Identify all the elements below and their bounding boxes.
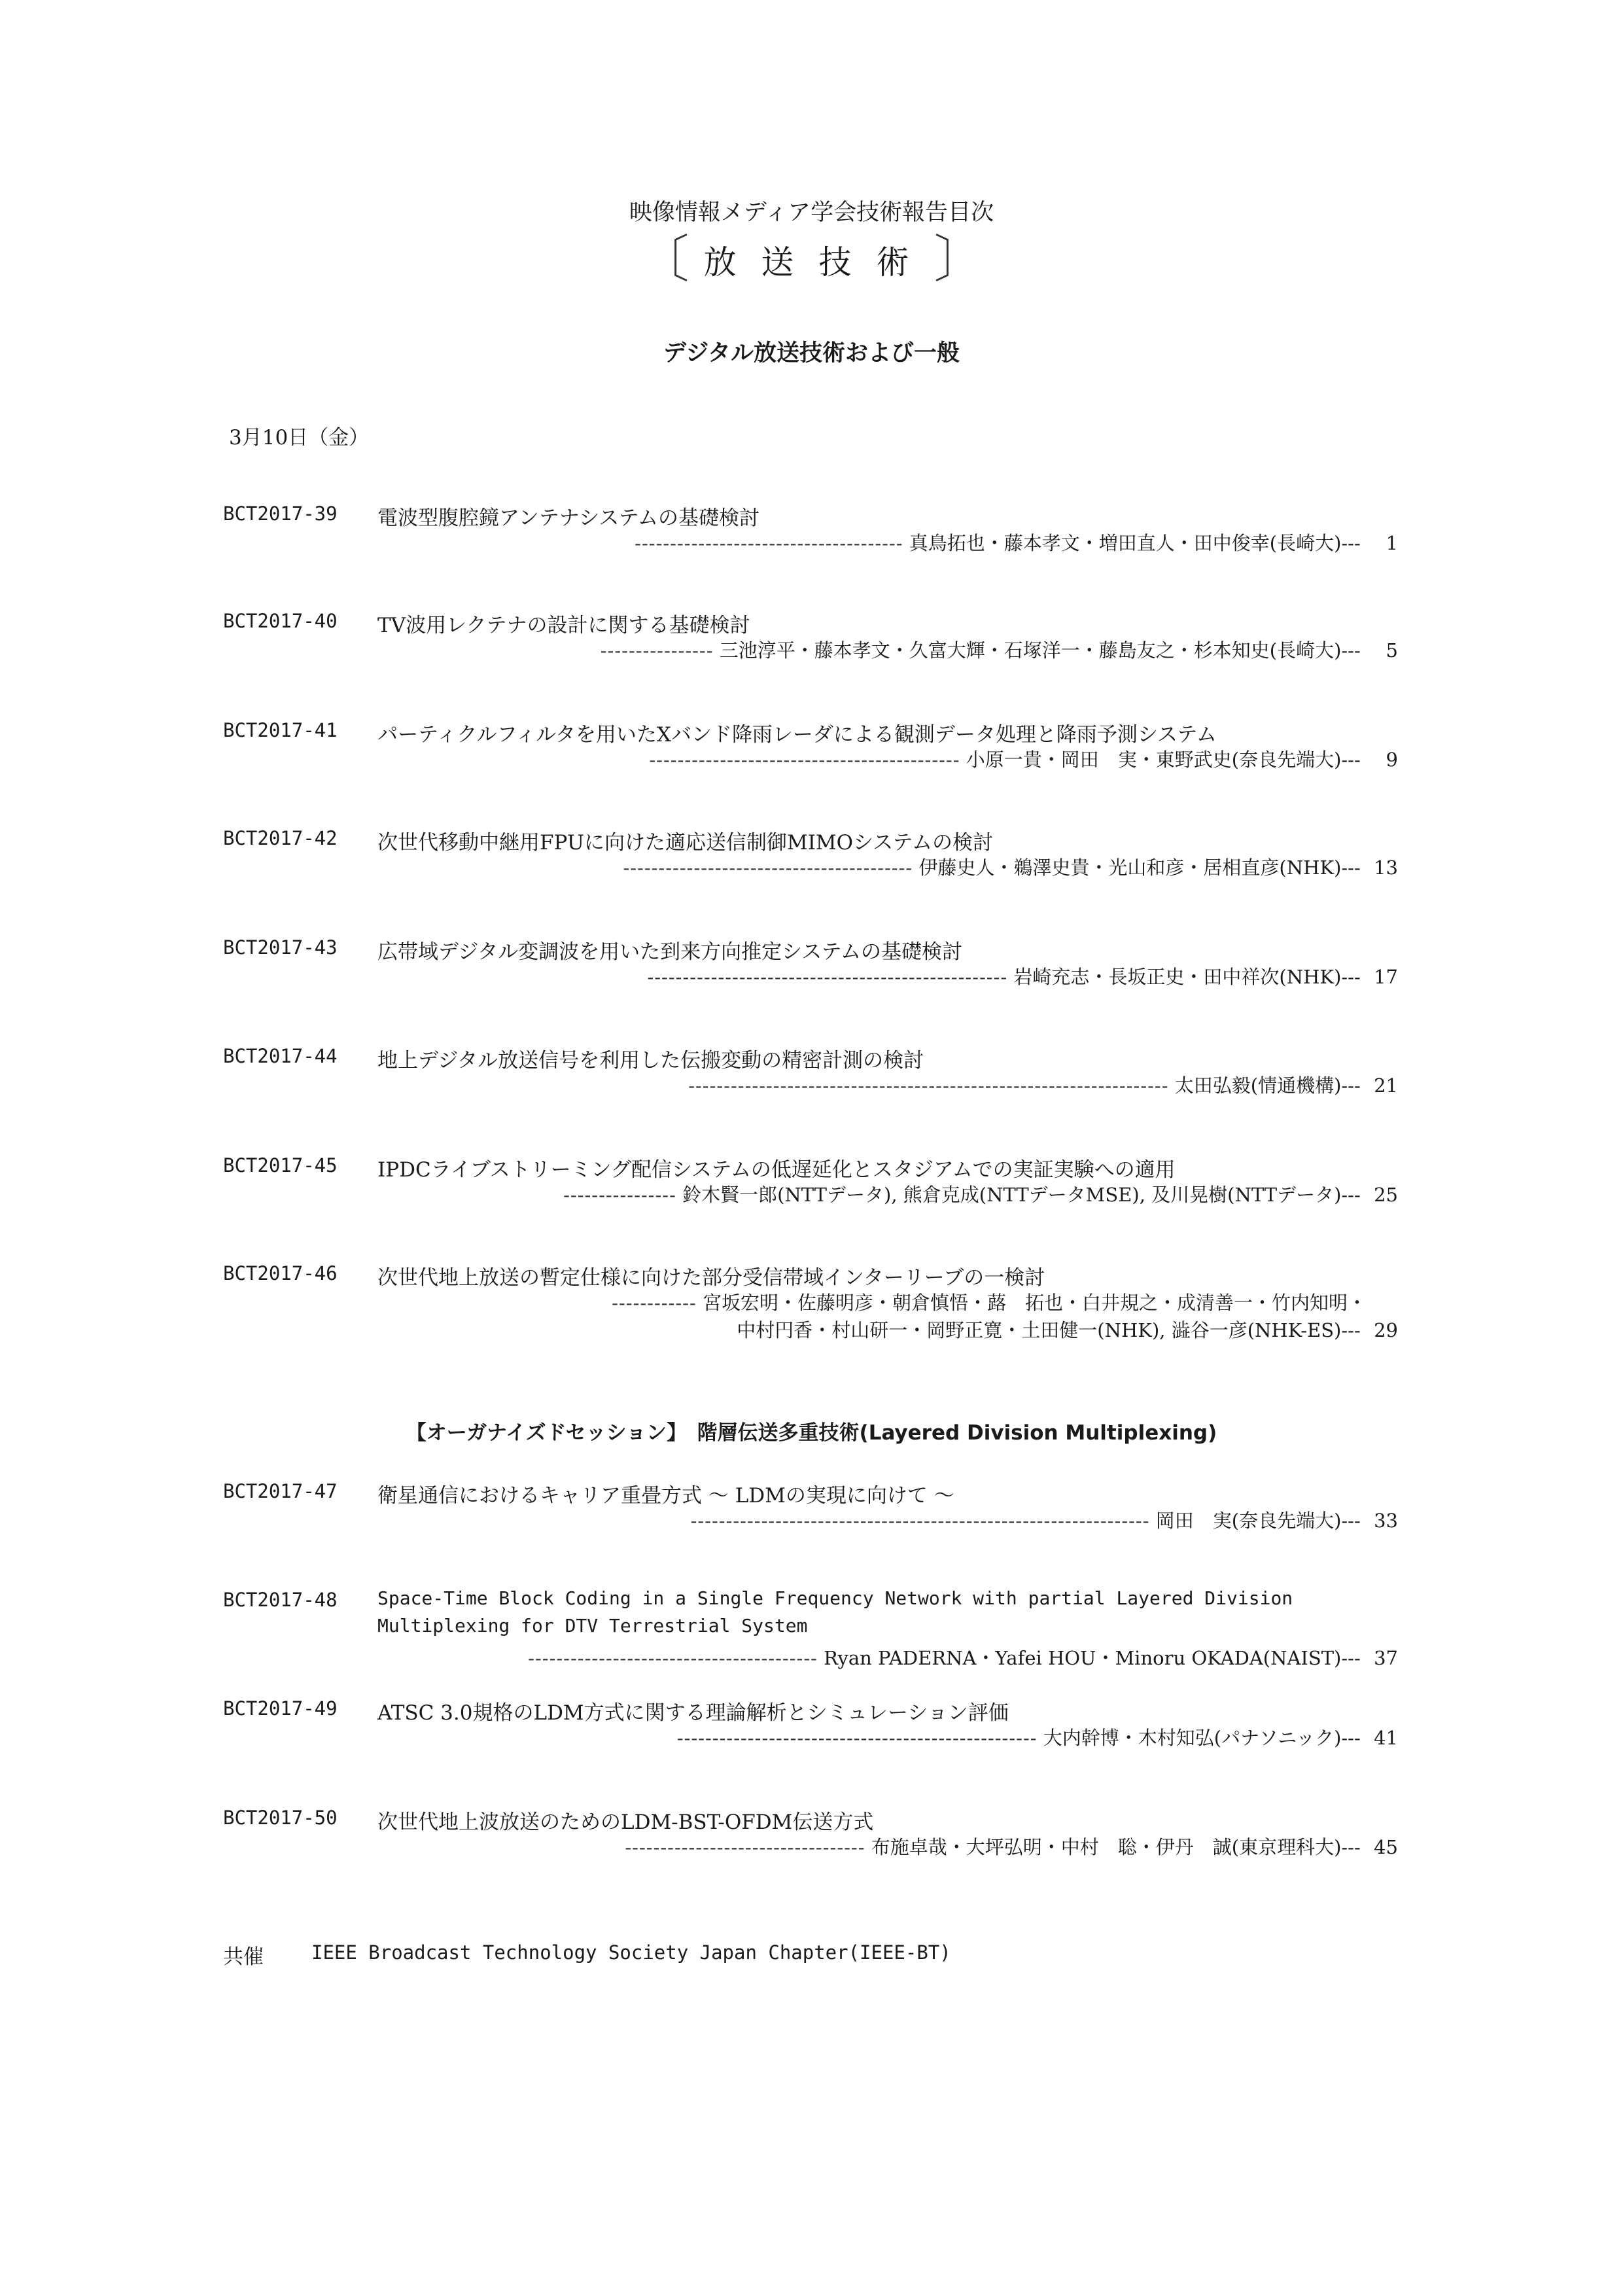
entry-page: 37 <box>1374 1647 1398 1669</box>
dot-leader: --------------------------------------------------- <box>676 1727 1038 1749</box>
entry-page: 5 <box>1386 639 1398 662</box>
entry-code: BCT2017-45 <box>223 1154 338 1176</box>
entry-authors: 鈴木賢一郎(NTTデータ), 熊倉克成(NTTデータMSE), 及川晃樹(NTTデータ)--- <box>682 1184 1361 1206</box>
entry-byline <box>691 1506 1398 1533</box>
entry-authors-line2: 中村円香・村山研一・岡野正寛・土田健一(NHK), 澁谷一彦(NHK-ES)--- <box>737 1319 1361 1341</box>
entry-authors: 岡田 実(奈良先端大)--- <box>1155 1510 1361 1532</box>
entry-byline <box>612 1288 1367 1315</box>
entry-page: 29 <box>1374 1319 1398 1341</box>
entry-authors: 三池淳平・藤本孝文・久富大輝・石塚洋一・藤島友之・杉本知史(長崎大)--- <box>719 639 1361 662</box>
dot-leader: ---------------- <box>563 1184 676 1206</box>
cosponsor-label: 共催 <box>223 1945 264 1969</box>
entry-byline <box>677 1723 1398 1750</box>
entry-byline-line2 <box>737 1316 1398 1343</box>
entry-title-line2: Multiplexing for DTV Terrestrial System <box>377 1615 808 1636</box>
section-title: デジタル放送技術および一般 <box>663 340 960 366</box>
entry-page: 17 <box>1374 966 1398 988</box>
entry-title: 衛星通信におけるキャリア重畳方式 〜 LDMの実現に向けて 〜 <box>377 1484 954 1508</box>
entry-page: 1 <box>1386 532 1398 554</box>
entry-title: ATSC 3.0規格のLDM方式に関する理論解析とシミュレーション評価 <box>377 1701 1009 1725</box>
entry-page: 33 <box>1374 1510 1398 1532</box>
entry-byline <box>647 963 1398 989</box>
entry-authors: 小原一貴・岡田 実・東野武史(奈良先端大)--- <box>966 749 1361 771</box>
entry-code: BCT2017-49 <box>223 1697 338 1720</box>
category-label: 放送技術 <box>703 243 934 281</box>
entry-authors: 岩崎充志・長坂正史・田中祥次(NHK)--- <box>1013 966 1361 988</box>
entry-authors: Ryan PADERNA・Yafei HOU・Minoru OKADA(NAIST)--- <box>824 1647 1361 1669</box>
entry-page: 45 <box>1374 1836 1398 1858</box>
entry-title: 次世代移動中継用FPUに向けた適応送信制御MIMOシステムの検討 <box>377 831 993 855</box>
dot-leader: ----------------------------------------------------------------- <box>690 1510 1150 1532</box>
entry-authors: 太田弘毅(情通機構)--- <box>1174 1074 1361 1097</box>
entry-code: BCT2017-39 <box>223 503 338 525</box>
entry-title: IPDCライブストリーミング配信システムの低遅延化とスタジアムでの実証実験への適用 <box>377 1158 1176 1182</box>
entry-page: 9 <box>1386 749 1398 771</box>
entry-title: TV波用レクテナの設計に関する基礎検討 <box>377 614 750 637</box>
entry-code: BCT2017-50 <box>223 1807 338 1829</box>
entry-code: BCT2017-43 <box>223 936 338 959</box>
entry-code: BCT2017-44 <box>223 1045 338 1067</box>
entry-code: BCT2017-41 <box>223 719 338 741</box>
entry-byline <box>623 853 1398 880</box>
dot-leader: -------------------------------------------- <box>649 749 960 771</box>
dot-leader: ---------------------------------- <box>625 1836 865 1858</box>
right-bracket-icon: 〕 <box>934 230 985 289</box>
entry-code: BCT2017-42 <box>223 827 338 849</box>
entry-authors: 伊藤史人・鵜澤史貴・光山和彦・居相直彦(NHK)--- <box>918 857 1361 879</box>
organized-session-heading: 【オーガナイズドセッション】 階層伝送多重技術(Layered Division Multiplexing) <box>406 1421 1217 1445</box>
entry-byline <box>528 1644 1398 1670</box>
entry-title: 次世代地上放送の暫定仕様に向けた部分受信帯域インターリーブの一検討 <box>377 1266 1045 1290</box>
entry-byline <box>625 1833 1398 1860</box>
entry-page: 13 <box>1374 857 1398 879</box>
entry-title: Space-Time Block Coding in a Single Frequency Network with partial Layered Division <box>377 1587 1293 1609</box>
entry-byline <box>635 529 1398 556</box>
entry-authors: 宮坂宏明・佐藤明彦・朝倉慎悟・蕗 拓也・白井規之・成清善一・竹内知明・ <box>702 1292 1367 1314</box>
entry-title: 次世代地上波放送のためのLDM-BST-OFDM伝送方式 <box>377 1810 874 1834</box>
entry-title: 地上デジタル放送信号を利用した伝搬変動の精密計測の検討 <box>377 1049 924 1072</box>
dot-leader: --------------------------------------------------- <box>647 966 1008 988</box>
left-bracket-icon: 〔 <box>638 230 689 289</box>
dot-leader: ----------------------------------------- <box>623 857 913 879</box>
session-date: 3月10日（金） <box>229 426 370 450</box>
entry-code: BCT2017-48 <box>223 1589 338 1611</box>
entry-page: 21 <box>1374 1074 1398 1097</box>
entry-title: 電波型腹腔鏡アンテナシステムの基礎検討 <box>377 506 760 530</box>
entry-authors: 真鳥拓也・藤本孝文・増田直人・田中俊幸(長崎大)--- <box>909 532 1361 554</box>
report-header-title: 映像情報メディア学会技術報告目次 <box>629 200 994 226</box>
entry-byline <box>688 1071 1398 1098</box>
entry-authors: 大内幹博・木村知弘(パナソニック)--- <box>1043 1727 1361 1749</box>
entry-byline <box>649 745 1398 772</box>
entry-code: BCT2017-46 <box>223 1262 338 1284</box>
dot-leader: -------------------------------------------------------------------- <box>688 1074 1169 1097</box>
entry-code: BCT2017-47 <box>223 1480 338 1502</box>
entry-title: 広帯域デジタル変調波を用いた到来方向推定システムの基礎検討 <box>377 940 963 964</box>
dot-leader: ---------------- <box>600 639 714 662</box>
cosponsor-text: IEEE Broadcast Technology Society Japan Chapter(IEEE-BT) <box>311 1941 951 1964</box>
dot-leader: ----------------------------------------- <box>528 1647 818 1669</box>
entry-authors: 布施卓哉・大坪弘明・中村 聡・伊丹 誠(東京理科大)--- <box>871 1836 1361 1858</box>
entry-page: 25 <box>1374 1184 1398 1206</box>
category-heading <box>0 230 1623 289</box>
entry-byline <box>601 636 1398 663</box>
dot-leader: -------------------------------------- <box>635 532 903 554</box>
entry-title: パーティクルフィルタを用いたXバンド降雨レーダによる観測データ処理と降雨予測システム <box>377 723 1217 747</box>
dot-leader: ------------ <box>612 1292 697 1314</box>
entry-code: BCT2017-40 <box>223 610 338 632</box>
entry-byline <box>563 1180 1398 1207</box>
entry-page: 41 <box>1374 1727 1398 1749</box>
